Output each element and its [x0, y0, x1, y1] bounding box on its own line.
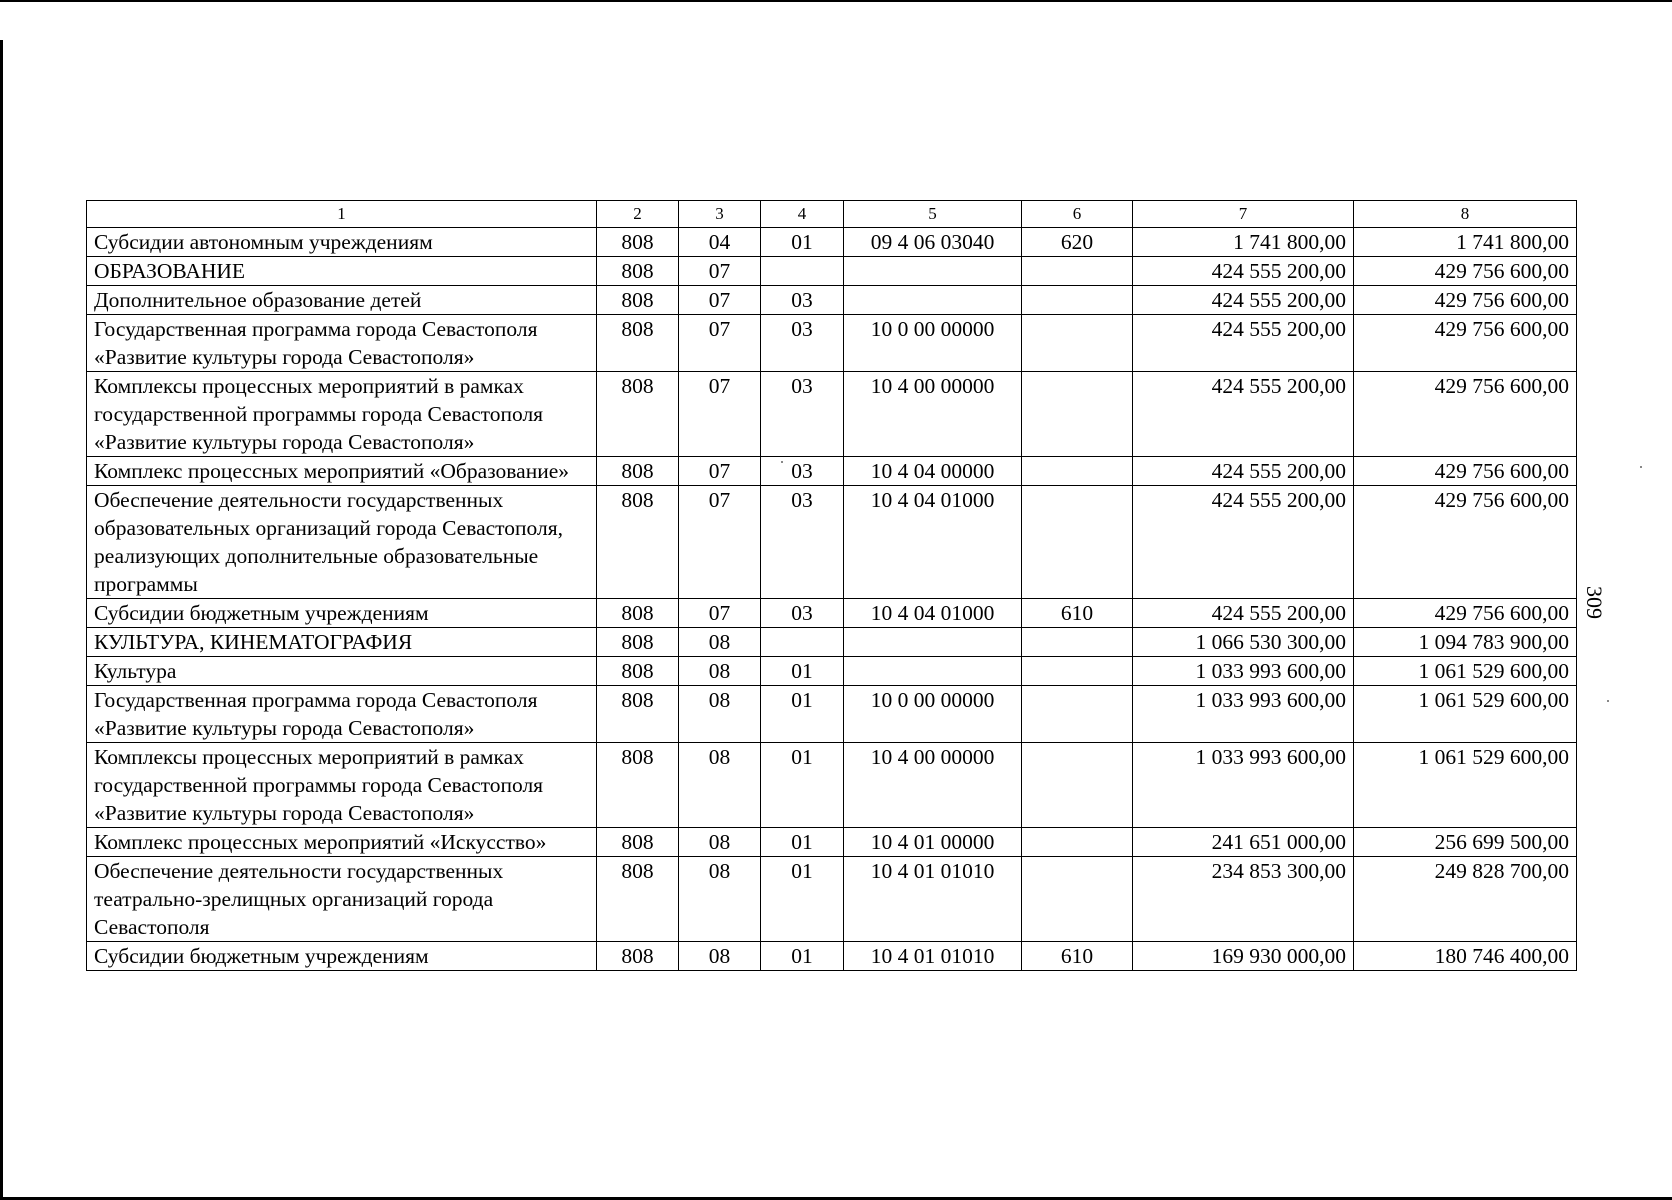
row-amount-year2-cell: 249 828 700,00 — [1354, 857, 1577, 942]
header-cell: 7 — [1133, 201, 1354, 228]
row-name-cell: Культура — [87, 657, 597, 686]
row-target-article-cell: 10 4 04 00000 — [844, 457, 1022, 486]
row-section-cell: 07 — [679, 286, 761, 315]
header-cell: 6 — [1022, 201, 1133, 228]
row-amount-year1-cell: 424 555 200,00 — [1133, 286, 1354, 315]
row-target-article-cell: 10 4 00 00000 — [844, 743, 1022, 828]
row-expense-type-cell: 620 — [1022, 228, 1133, 257]
row-code-cell: 808 — [597, 599, 679, 628]
row-expense-type-cell — [1022, 857, 1133, 942]
table-row — [87, 628, 1577, 657]
row-amount-year2-cell: 256 699 500,00 — [1354, 828, 1577, 857]
row-target-article-cell — [844, 257, 1022, 286]
row-amount-year1-cell: 241 651 000,00 — [1133, 828, 1354, 857]
row-amount-year1-cell: 169 930 000,00 — [1133, 942, 1354, 971]
row-subsection-cell: 01 — [761, 228, 844, 257]
row-subsection-cell: 01 — [761, 743, 844, 828]
row-name-cell: Обеспечение деятельности государственных образовательных организаций города Севастополя, реализующих дополнительные образовательные программы — [87, 486, 597, 599]
row-section-cell: 07 — [679, 486, 761, 599]
row-expense-type-cell — [1022, 743, 1133, 828]
row-subsection-cell: 03 — [761, 457, 844, 486]
row-section-cell: 07 — [679, 599, 761, 628]
row-section-cell: 08 — [679, 628, 761, 657]
table-row — [87, 257, 1577, 286]
row-expense-type-cell — [1022, 286, 1133, 315]
row-code-cell: 808 — [597, 457, 679, 486]
row-amount-year2-cell: 429 756 600,00 — [1354, 257, 1577, 286]
row-name-cell: Комплексы процессных мероприятий в рамках государственной программы города Севастополя «Развитие культуры города Севастополя» — [87, 372, 597, 457]
row-target-article-cell: 10 4 04 01000 — [844, 599, 1022, 628]
row-name-cell: Обеспечение деятельности государственных театрально-зрелищных организаций города Севастополя — [87, 857, 597, 942]
scan-speck — [1607, 700, 1609, 702]
row-subsection-cell: 03 — [761, 286, 844, 315]
row-amount-year2-cell: 429 756 600,00 — [1354, 457, 1577, 486]
row-code-cell: 808 — [597, 743, 679, 828]
row-subsection-cell — [761, 628, 844, 657]
row-amount-year2-cell: 1 061 529 600,00 — [1354, 743, 1577, 828]
header-cell: 3 — [679, 201, 761, 228]
row-subsection-cell — [761, 257, 844, 286]
row-subsection-cell: 03 — [761, 486, 844, 599]
row-amount-year1-cell: 1 033 993 600,00 — [1133, 657, 1354, 686]
row-target-article-cell — [844, 286, 1022, 315]
row-amount-year1-cell: 424 555 200,00 — [1133, 257, 1354, 286]
table-row — [87, 372, 1577, 457]
row-name-cell: ОБРАЗОВАНИЕ — [87, 257, 597, 286]
row-section-cell: 08 — [679, 686, 761, 743]
row-code-cell: 808 — [597, 286, 679, 315]
row-target-article-cell — [844, 657, 1022, 686]
row-expense-type-cell — [1022, 457, 1133, 486]
row-amount-year2-cell: 1 094 783 900,00 — [1354, 628, 1577, 657]
row-name-cell: Комплекс процессных мероприятий «Искусство» — [87, 828, 597, 857]
row-subsection-cell: 03 — [761, 315, 844, 372]
row-section-cell: 07 — [679, 257, 761, 286]
row-expense-type-cell — [1022, 315, 1133, 372]
row-amount-year1-cell: 424 555 200,00 — [1133, 457, 1354, 486]
budget-table — [86, 200, 1577, 971]
row-amount-year1-cell: 424 555 200,00 — [1133, 599, 1354, 628]
row-code-cell: 808 — [597, 628, 679, 657]
row-target-article-cell: 09 4 06 03040 — [844, 228, 1022, 257]
row-amount-year2-cell: 429 756 600,00 — [1354, 286, 1577, 315]
table-row — [87, 228, 1577, 257]
row-amount-year1-cell: 1 033 993 600,00 — [1133, 743, 1354, 828]
row-expense-type-cell: 610 — [1022, 599, 1133, 628]
header-cell: 1 — [87, 201, 597, 228]
row-name-cell: Комплексы процессных мероприятий в рамках государственной программы города Севастополя «Развитие культуры города Севастополя» — [87, 743, 597, 828]
row-code-cell: 808 — [597, 857, 679, 942]
row-expense-type-cell: 610 — [1022, 942, 1133, 971]
row-subsection-cell: 01 — [761, 828, 844, 857]
table-row — [87, 599, 1577, 628]
table-row — [87, 857, 1577, 942]
row-subsection-cell: 01 — [761, 657, 844, 686]
row-amount-year1-cell: 424 555 200,00 — [1133, 486, 1354, 599]
row-section-cell: 04 — [679, 228, 761, 257]
row-subsection-cell: 01 — [761, 686, 844, 743]
row-code-cell: 808 — [597, 257, 679, 286]
row-target-article-cell: 10 4 01 01010 — [844, 942, 1022, 971]
row-amount-year1-cell: 424 555 200,00 — [1133, 372, 1354, 457]
header-cell: 8 — [1354, 201, 1577, 228]
row-name-cell: Государственная программа города Севастополя «Развитие культуры города Севастополя» — [87, 315, 597, 372]
row-target-article-cell: 10 4 01 01010 — [844, 857, 1022, 942]
row-code-cell: 808 — [597, 828, 679, 857]
row-amount-year2-cell: 429 756 600,00 — [1354, 599, 1577, 628]
header-cell: 5 — [844, 201, 1022, 228]
row-expense-type-cell — [1022, 486, 1133, 599]
row-amount-year2-cell: 180 746 400,00 — [1354, 942, 1577, 971]
row-section-cell: 08 — [679, 657, 761, 686]
row-name-cell: Дополнительное образование детей — [87, 286, 597, 315]
row-target-article-cell — [844, 628, 1022, 657]
row-section-cell: 08 — [679, 828, 761, 857]
table-row — [87, 743, 1577, 828]
scan-border-left — [0, 40, 3, 1200]
row-name-cell: Субсидии бюджетным учреждениям — [87, 599, 597, 628]
row-amount-year1-cell: 1 741 800,00 — [1133, 228, 1354, 257]
row-amount-year1-cell: 1 033 993 600,00 — [1133, 686, 1354, 743]
table-row — [87, 828, 1577, 857]
row-amount-year1-cell: 234 853 300,00 — [1133, 857, 1354, 942]
row-subsection-cell: 01 — [761, 942, 844, 971]
table-header-row — [87, 201, 1577, 228]
row-code-cell: 808 — [597, 228, 679, 257]
row-expense-type-cell — [1022, 372, 1133, 457]
row-code-cell: 808 — [597, 372, 679, 457]
row-name-cell: Государственная программа города Севастополя «Развитие культуры города Севастополя» — [87, 686, 597, 743]
row-expense-type-cell — [1022, 657, 1133, 686]
row-amount-year2-cell: 1 061 529 600,00 — [1354, 657, 1577, 686]
row-expense-type-cell — [1022, 686, 1133, 743]
row-expense-type-cell — [1022, 257, 1133, 286]
row-target-article-cell: 10 4 00 00000 — [844, 372, 1022, 457]
page-number: 309 — [1582, 586, 1607, 619]
row-section-cell: 08 — [679, 857, 761, 942]
table-row — [87, 286, 1577, 315]
row-section-cell: 07 — [679, 315, 761, 372]
row-code-cell: 808 — [597, 686, 679, 743]
header-cell: 4 — [761, 201, 844, 228]
row-code-cell: 808 — [597, 486, 679, 599]
row-code-cell: 808 — [597, 315, 679, 372]
row-expense-type-cell — [1022, 628, 1133, 657]
row-code-cell: 808 — [597, 657, 679, 686]
table-row — [87, 486, 1577, 599]
row-expense-type-cell — [1022, 828, 1133, 857]
row-target-article-cell: 10 4 01 00000 — [844, 828, 1022, 857]
row-name-cell: Субсидии бюджетным учреждениям — [87, 942, 597, 971]
row-name-cell: Комплекс процессных мероприятий «Образование» — [87, 457, 597, 486]
row-name-cell: Субсидии автономным учреждениям — [87, 228, 597, 257]
row-section-cell: 08 — [679, 743, 761, 828]
row-amount-year2-cell: 429 756 600,00 — [1354, 372, 1577, 457]
row-amount-year2-cell: 1 061 529 600,00 — [1354, 686, 1577, 743]
row-subsection-cell: 03 — [761, 372, 844, 457]
row-section-cell: 08 — [679, 942, 761, 971]
row-section-cell: 07 — [679, 457, 761, 486]
row-target-article-cell: 10 4 04 01000 — [844, 486, 1022, 599]
header-cell: 2 — [597, 201, 679, 228]
row-target-article-cell: 10 0 00 00000 — [844, 686, 1022, 743]
row-amount-year2-cell: 1 741 800,00 — [1354, 228, 1577, 257]
row-amount-year1-cell: 1 066 530 300,00 — [1133, 628, 1354, 657]
row-target-article-cell: 10 0 00 00000 — [844, 315, 1022, 372]
row-section-cell: 07 — [679, 372, 761, 457]
row-code-cell: 808 — [597, 942, 679, 971]
table-row — [87, 315, 1577, 372]
row-subsection-cell: 01 — [761, 857, 844, 942]
scan-border-top — [0, 0, 1672, 2]
table-row — [87, 942, 1577, 971]
table-row — [87, 457, 1577, 486]
row-subsection-cell: 03 — [761, 599, 844, 628]
table-row — [87, 657, 1577, 686]
row-name-cell: КУЛЬТУРА, КИНЕМАТОГРАФИЯ — [87, 628, 597, 657]
row-amount-year2-cell: 429 756 600,00 — [1354, 486, 1577, 599]
scan-speck — [1640, 466, 1642, 468]
row-amount-year1-cell: 424 555 200,00 — [1133, 315, 1354, 372]
row-amount-year2-cell: 429 756 600,00 — [1354, 315, 1577, 372]
table-row — [87, 686, 1577, 743]
